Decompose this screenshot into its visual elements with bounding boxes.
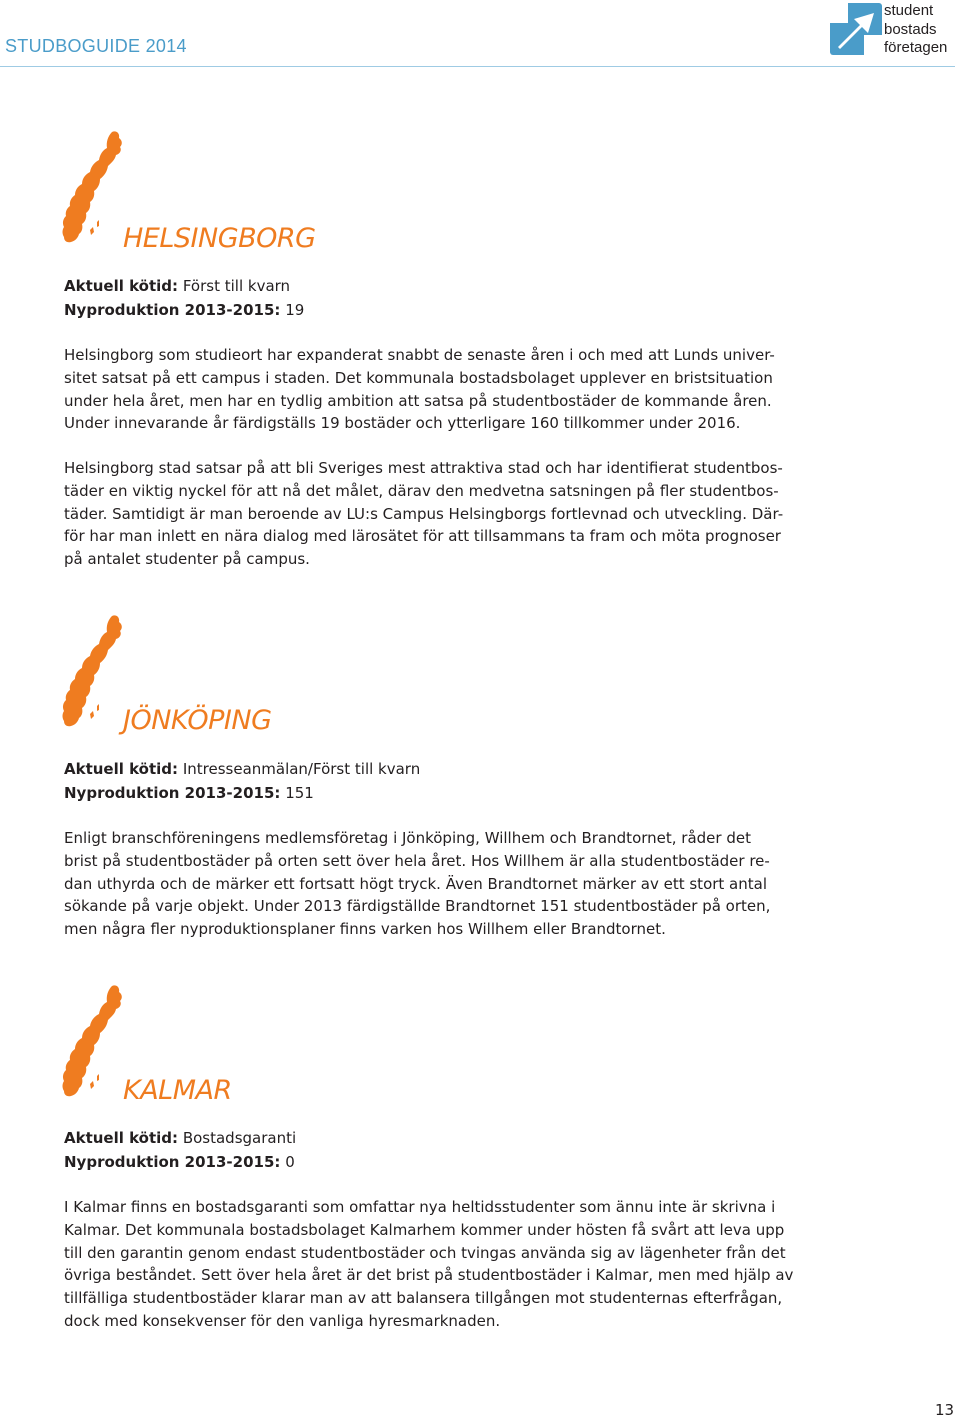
logo-line: företagen [884, 39, 948, 56]
sweden-map-icon [60, 130, 126, 246]
production-info [64, 1150, 295, 1174]
queue-label: Aktuell kötid: [64, 1129, 179, 1147]
text-line: Kalmar. Det kommunala bostadsbolaget Kalmarhem kommer under hösten få svårt att leva upp [64, 1220, 785, 1239]
production-value: 151 [285, 784, 314, 802]
queue-info [64, 274, 290, 298]
text-line: brist på studentbostäder på orten sett över hela året. Hos Willhem är alla studentbostäder re- [64, 851, 770, 870]
production-info [64, 781, 314, 805]
logo-line: student [884, 2, 934, 19]
queue-value: Intresseanmälan/Först till kvarn [182, 760, 421, 778]
queue-label: Aktuell kötid: [64, 760, 179, 778]
logo-text [884, 2, 947, 58]
text-line: Helsingborg som studieort har expanderat snabbt de senaste åren i och med att Lunds univer- [64, 346, 775, 364]
text-line: men några fler nyproduktionsplaner finns varken hos Willhem eller Brandtornet. [64, 920, 666, 939]
text-line: sitet satsat på ett campus i staden. Det kommunala bostadsbolaget upplever en bristsituation [64, 368, 773, 387]
queue-value: Bostadsgaranti [182, 1129, 297, 1147]
queue-info [64, 757, 420, 781]
logo [830, 3, 958, 55]
text-line: Enligt branschföreningens medlemsföretag i Jönköping, Willhem och Brandtornet, råder det [64, 829, 751, 847]
logo-icon [830, 3, 882, 55]
header-title: STUDBOGUIDE 2014 [5, 36, 187, 56]
queue-info [64, 1126, 296, 1150]
text-line: Under innevarande år färdigställs 19 bostäder och ytterligare 160 tillkommer under 2016. [64, 414, 741, 433]
logo-line: bostads [884, 20, 937, 38]
text-line: tillfälliga studentbostäder klarar man av att balansera tillgången mot studenternas efterfrågan, [64, 1289, 783, 1308]
text-line: sökande på varje objekt. Under 2013 färdigställde Brandtornet 151 studentbostäder på orten, [64, 897, 771, 916]
paragraph [64, 344, 775, 435]
production-value: 19 [285, 301, 305, 319]
paragraph [64, 1196, 794, 1333]
sweden-map-icon [60, 614, 126, 730]
city-heading: JÖNKÖPING [123, 705, 272, 736]
sweden-map-icon [60, 984, 126, 1100]
text-line: dan uthyrda och de märker ett fortsatt högt tryck. Även Brandtornet märker av ett stort antal [64, 874, 768, 893]
production-label: Nyproduktion 2013-2015: [64, 301, 281, 319]
production-info [64, 298, 304, 322]
queue-label: Aktuell kötid: [64, 277, 179, 295]
header-divider [0, 66, 955, 67]
city-heading: HELSINGBORG [123, 223, 316, 254]
text-line: under hela året, men har en tydlig ambition att satsa på studentbostäder de kommande åren. [64, 391, 772, 410]
text-line: täder. Samtidigt är man beroende av LU:s Campus Helsingborgs fortlevnad och utveckling. Där- [64, 504, 784, 523]
production-label: Nyproduktion 2013-2015: [64, 1153, 281, 1171]
production-label: Nyproduktion 2013-2015: [64, 784, 281, 802]
text-line: I Kalmar finns en bostadsgaranti som omfattar nya heltidsstudenter som ännu inte är skrivna i [64, 1198, 776, 1216]
text-line: täder en viktig nyckel för att nå det målet, därav den medvetna satsningen på fler studentbos- [64, 481, 779, 500]
text-line: Helsingborg stad satsar på att bli Sveriges mest attraktiva stad och har identifierat studentbos- [64, 459, 783, 477]
text-line: för har man inlett en nära dialog med lärosätet för att tillsammans ta fram och möta prognoser [64, 527, 781, 546]
text-line: dock med konsekvenser för den vanliga hyresmarknaden. [64, 1311, 501, 1330]
production-value: 0 [285, 1153, 295, 1171]
city-heading: KALMAR [123, 1075, 232, 1106]
text-line: till den garantin genom endast studentbostäder och tvingas använda sig av lägenheter från det [64, 1243, 786, 1262]
page-number: 13 [935, 1401, 955, 1419]
text-line: på antalet studenter på campus. [64, 550, 310, 569]
queue-value: Först till kvarn [182, 277, 291, 295]
paragraph [64, 457, 784, 571]
text-line: övriga beståndet. Sett över hela året är det brist på studentbostäder i Kalmar, men med hjälp av [64, 1266, 794, 1285]
paragraph [64, 827, 771, 941]
